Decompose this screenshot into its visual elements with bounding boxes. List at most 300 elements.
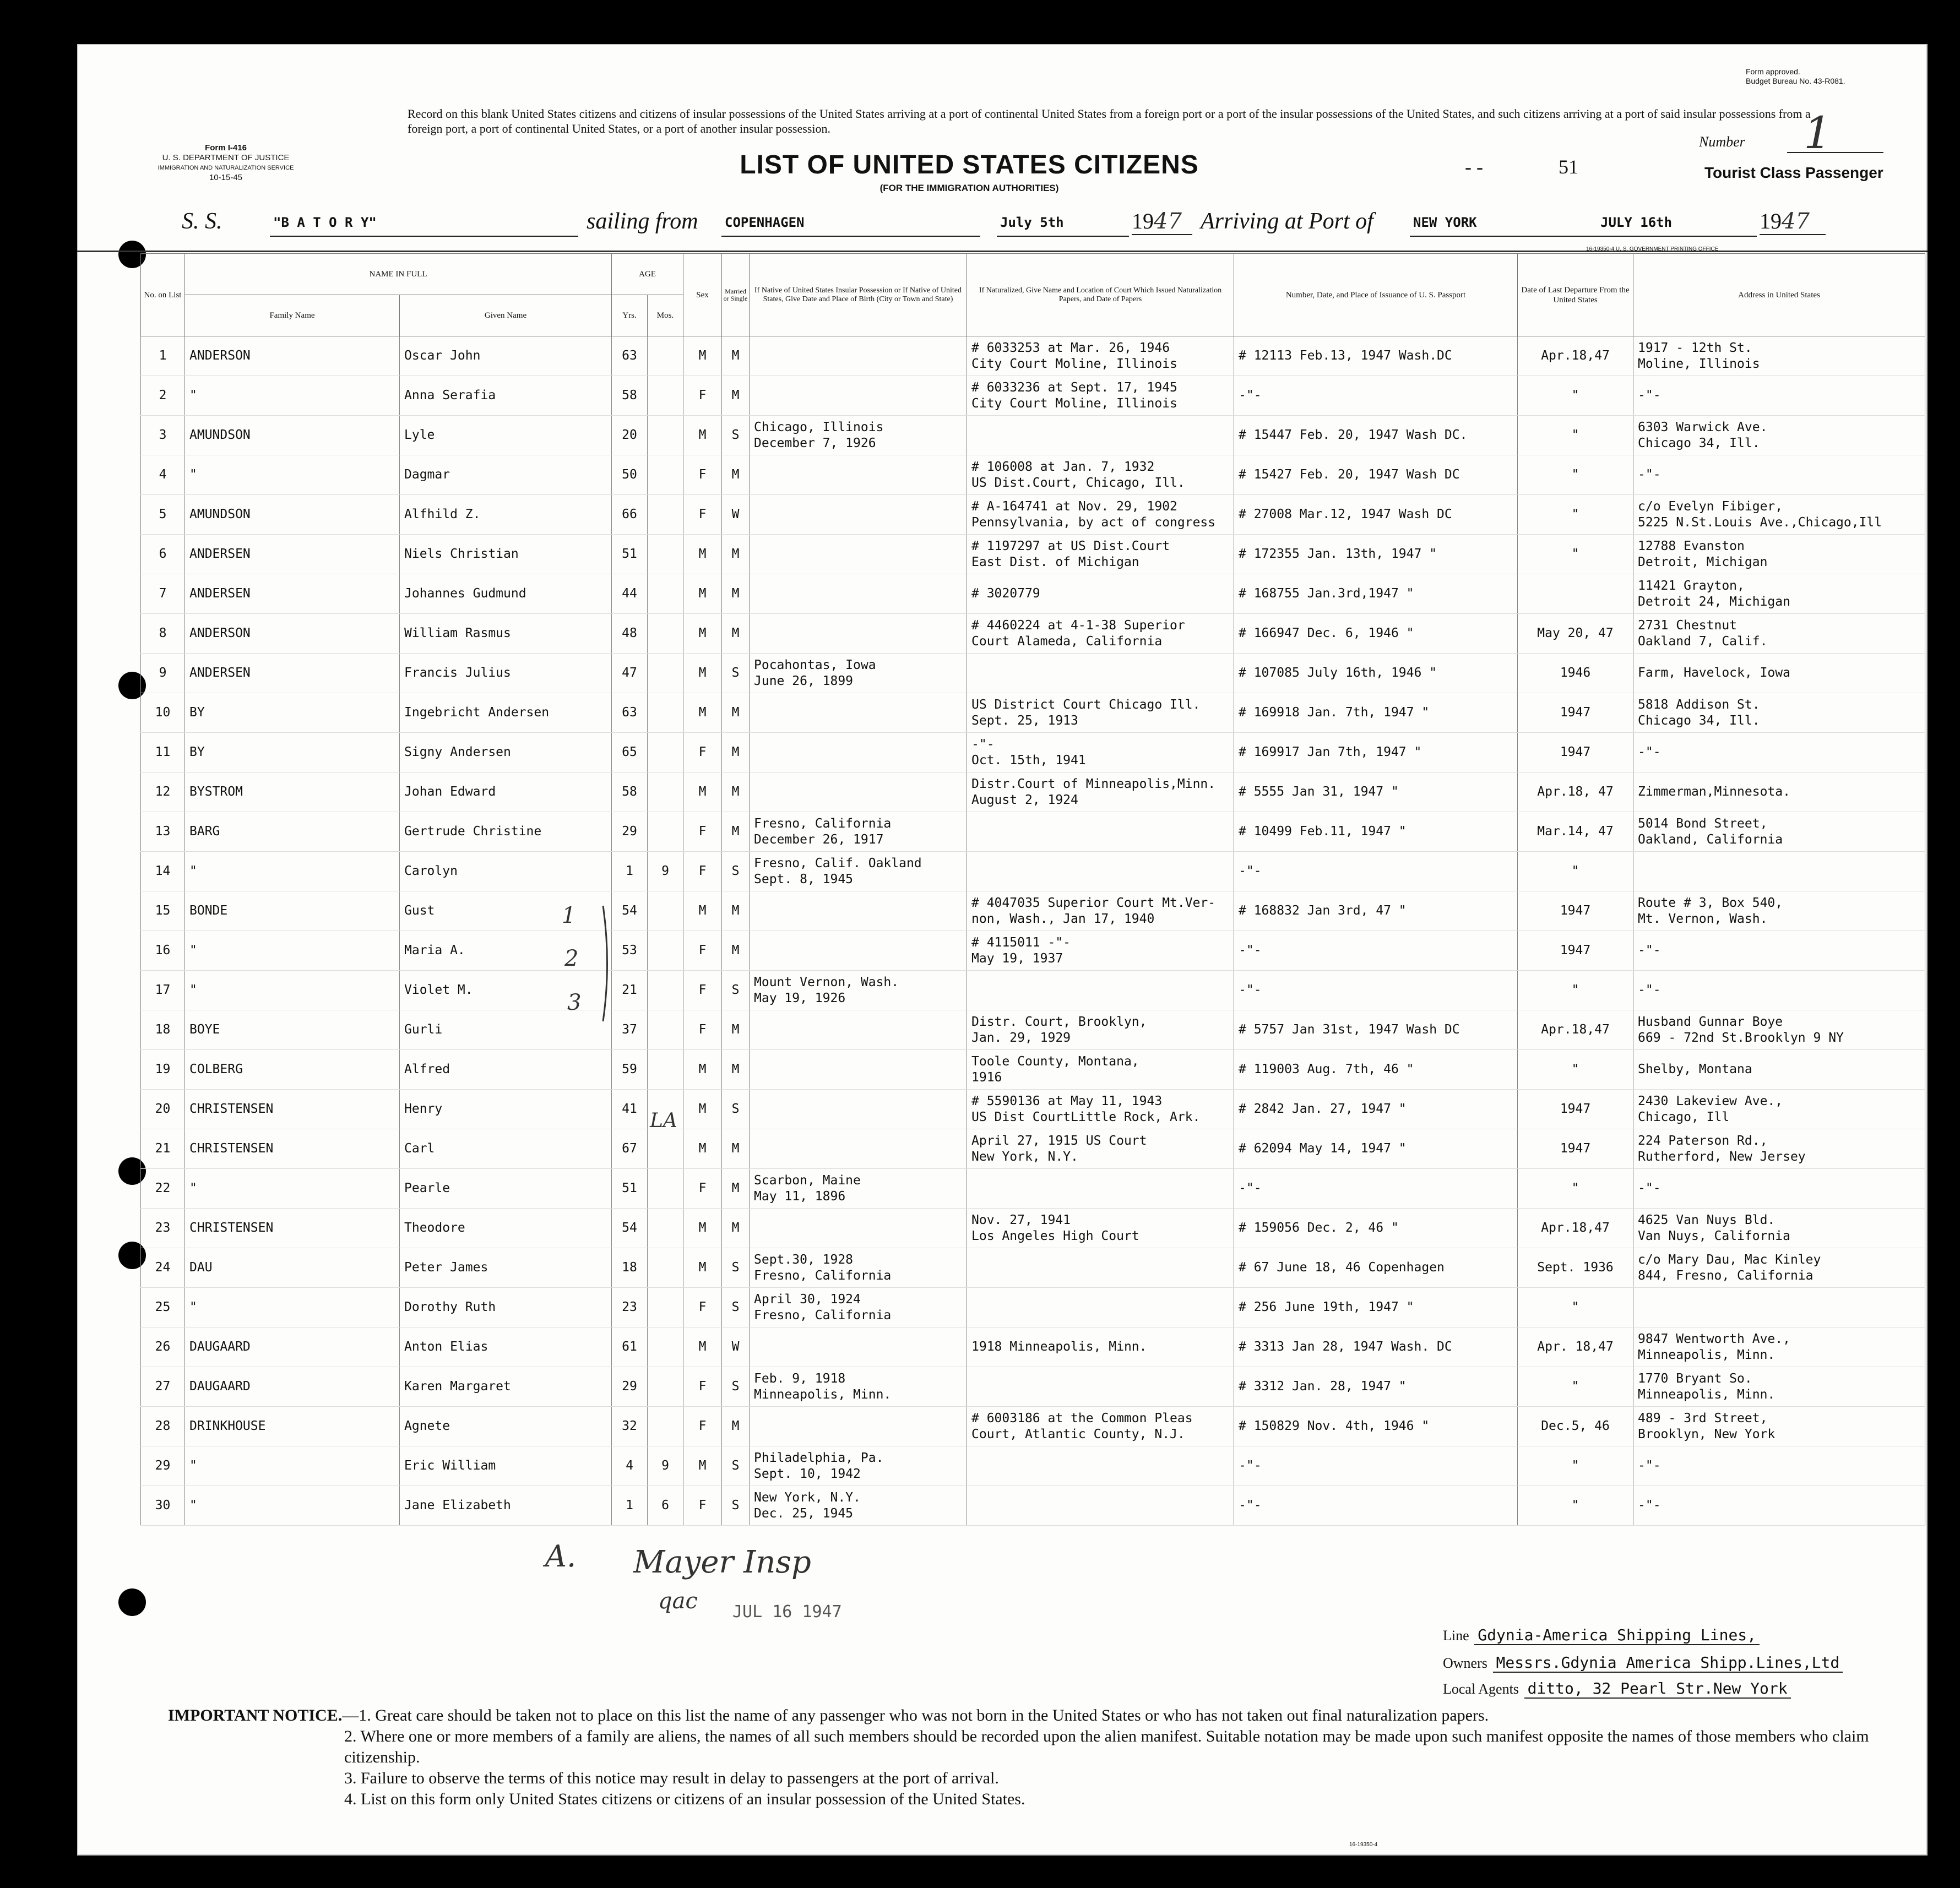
footer-code: 16-19350-4: [1349, 1842, 1378, 1848]
printing-office: 16-19350-4 U. S. GOVERNMENT PRINTING OFFICE: [1586, 246, 1719, 252]
age-months: [648, 931, 683, 971]
given-name: Niels Christian: [400, 535, 612, 574]
marital-status: M: [722, 772, 750, 812]
naturalization-info: # 4047035 Superior Court Mt.Ver- non, Wash., Jan 17, 1940: [967, 891, 1234, 931]
marital-status: S: [722, 1248, 750, 1288]
last-departure: Apr.18,47: [1518, 1010, 1633, 1050]
last-departure: ": [1518, 535, 1633, 574]
us-address: 6303 Warwick Ave. Chicago 34, Ill.: [1633, 416, 1925, 455]
us-address: 224 Paterson Rd., Rutherford, New Jersey: [1633, 1129, 1925, 1169]
age-months: [648, 574, 683, 614]
col-native: If Native of United States Insular Possession or If Native of United States, Give Date and Place of Birth (City or Town and State): [750, 254, 967, 336]
row-number: 14: [141, 852, 185, 891]
given-name: Henry: [400, 1090, 612, 1129]
row-number: 11: [141, 733, 185, 772]
sex: M: [683, 1209, 722, 1248]
birth-info: [750, 733, 967, 772]
age-months: [648, 733, 683, 772]
given-name: Johannes Gudmund: [400, 574, 612, 614]
us-address: -"-: [1633, 1169, 1925, 1209]
us-address: -"-: [1633, 971, 1925, 1010]
family-name: BYSTROM: [185, 772, 400, 812]
notice-text: —1. Great care should be taken not to place on this list the name of any passenger who was not born in the United States or who has not taken out final naturalization papers.: [342, 1706, 1489, 1724]
marital-status: M: [722, 574, 750, 614]
age-months: [648, 1407, 683, 1446]
age-years: 59: [612, 1050, 648, 1090]
us-address: Zimmerman,Minnesota.: [1633, 772, 1925, 812]
family-name: ": [185, 971, 400, 1010]
inspector-note: qac: [658, 1588, 698, 1614]
table-row: [141, 1010, 1925, 1050]
family-name: DAUGAARD: [185, 1367, 400, 1407]
family-name: ": [185, 931, 400, 971]
row-number: 1: [141, 336, 185, 376]
naturalization-info: # 5590136 at May 11, 1943 US Dist CourtLittle Rock, Ark.: [967, 1090, 1234, 1129]
given-name: Ingebricht Andersen: [400, 693, 612, 733]
family-name: BY: [185, 733, 400, 772]
family-name: ANDERSON: [185, 614, 400, 654]
table-row: [141, 693, 1925, 733]
passport-info: # 159056 Dec. 2, 46 ": [1234, 1209, 1518, 1248]
birth-info: [750, 574, 967, 614]
manifest-table: [140, 253, 1925, 1526]
year-prefix: 19: [1132, 209, 1154, 233]
age-years: 50: [612, 455, 648, 495]
age-years: 47: [612, 654, 648, 693]
family-name: COLBERG: [185, 1050, 400, 1090]
age-months: [648, 336, 683, 376]
us-address: 1770 Bryant So. Minneapolis, Minn.: [1633, 1367, 1925, 1407]
birth-info: Fresno, California December 26, 1917: [750, 812, 967, 852]
passport-info: # 12113 Feb.13, 1947 Wash.DC: [1234, 336, 1518, 376]
passport-info: -"-: [1234, 852, 1518, 891]
form-date: 10-15-45: [209, 173, 243, 182]
age-years: 58: [612, 772, 648, 812]
us-address: 1917 - 12th St. Moline, Illinois: [1633, 336, 1925, 376]
passport-info: # 15427 Feb. 20, 1947 Wash DC: [1234, 455, 1518, 495]
passport-info: # 27008 Mar.12, 1947 Wash DC: [1234, 495, 1518, 535]
page-title: LIST OF UNITED STATES CITIZENS: [740, 150, 1199, 179]
table-row: [141, 376, 1925, 416]
table-row: [141, 1050, 1925, 1090]
row-number: 12: [141, 772, 185, 812]
shipping-agents: [1443, 1679, 1791, 1697]
col-family-name: Family Name: [185, 295, 400, 336]
row-number: 21: [141, 1129, 185, 1169]
age-years: 32: [612, 1407, 648, 1446]
col-no: No. on List: [141, 254, 185, 336]
given-name: Eric William: [400, 1446, 612, 1486]
marital-status: M: [722, 931, 750, 971]
naturalization-info: [967, 654, 1234, 693]
marital-status: S: [722, 1367, 750, 1407]
last-departure: 1947: [1518, 693, 1633, 733]
last-departure: 1947: [1518, 891, 1633, 931]
birth-info: [750, 1050, 967, 1090]
passport-info: # 256 June 19th, 1947 ": [1234, 1288, 1518, 1327]
naturalization-info: [967, 1486, 1234, 1526]
budget-bureau-line: Budget Bureau No. 43-R081.: [1746, 77, 1845, 85]
age-years: 61: [612, 1327, 648, 1367]
row-number: 16: [141, 931, 185, 971]
row-number: 3: [141, 416, 185, 455]
passport-info: -"-: [1234, 1486, 1518, 1526]
year-suffix: 47: [1782, 209, 1810, 234]
family-name: CHRISTENSEN: [185, 1129, 400, 1169]
marital-status: W: [722, 495, 750, 535]
sex: F: [683, 971, 722, 1010]
age-months: 9: [648, 1446, 683, 1486]
table-row: [141, 1486, 1925, 1526]
passport-info: -"-: [1234, 1169, 1518, 1209]
passport-info: # 3313 Jan 28, 1947 Wash. DC: [1234, 1327, 1518, 1367]
table-row: [141, 654, 1925, 693]
form-approval: [1746, 67, 1900, 86]
col-age: AGE: [612, 254, 683, 295]
given-name: Gust: [400, 891, 612, 931]
arrival-year: [1760, 208, 1826, 235]
given-name: Johan Edward: [400, 772, 612, 812]
row-number: 17: [141, 971, 185, 1010]
family-name: DAU: [185, 1248, 400, 1288]
us-address: 12788 Evanston Detroit, Michigan: [1633, 535, 1925, 574]
sex: M: [683, 1090, 722, 1129]
given-name: Violet M.: [400, 971, 612, 1010]
marital-status: M: [722, 455, 750, 495]
inspection-date-stamp: JUL 16 1947: [732, 1602, 842, 1622]
marital-status: M: [722, 1129, 750, 1169]
inspector-signature: Mayer Insp: [633, 1544, 811, 1580]
sex: M: [683, 693, 722, 733]
row-number: 7: [141, 574, 185, 614]
naturalization-info: # 6003186 at the Common Pleas Court, Atlantic County, N.J.: [967, 1407, 1234, 1446]
last-departure: Apr.18,47: [1518, 1209, 1633, 1248]
list-number: 1: [1804, 107, 1832, 159]
age-years: 67: [612, 1129, 648, 1169]
family-name: ANDERSEN: [185, 535, 400, 574]
col-passport: Number, Date, and Place of Issuance of U. S. Passport: [1234, 254, 1518, 336]
birth-info: Mount Vernon, Wash. May 19, 1926: [750, 971, 967, 1010]
sex: F: [683, 1288, 722, 1327]
table-row: [141, 772, 1925, 812]
birth-info: Philadelphia, Pa. Sept. 10, 1942: [750, 1446, 967, 1486]
passport-info: -"-: [1234, 971, 1518, 1010]
last-departure: [1518, 574, 1633, 614]
marital-status: M: [722, 535, 750, 574]
table-row: [141, 1209, 1925, 1248]
row-number: 15: [141, 891, 185, 931]
sex: M: [683, 654, 722, 693]
age-years: 66: [612, 495, 648, 535]
margin-note: 1: [562, 903, 576, 928]
number-underline: [1787, 152, 1883, 153]
naturalization-info: [967, 1169, 1234, 1209]
margin-note: 2: [564, 946, 579, 971]
sex: F: [683, 1010, 722, 1050]
agents-value: ditto, 32 Pearl Str.New York: [1524, 1679, 1791, 1699]
naturalization-info: [967, 1288, 1234, 1327]
table-row: [141, 1367, 1925, 1407]
table-row: [141, 1327, 1925, 1367]
birth-info: [750, 891, 967, 931]
age-months: [648, 1367, 683, 1407]
us-address: c/o Evelyn Fibiger, 5225 N.St.Louis Ave.,Chicago,Ill: [1633, 495, 1925, 535]
family-name: BOYE: [185, 1010, 400, 1050]
last-departure: ": [1518, 1169, 1633, 1209]
row-number: 20: [141, 1090, 185, 1129]
marital-status: M: [722, 693, 750, 733]
last-departure: Mar.14, 47: [1518, 812, 1633, 852]
given-name: Jane Elizabeth: [400, 1486, 612, 1526]
family-name: ": [185, 455, 400, 495]
birth-info: Fresno, Calif. Oakland Sept. 8, 1945: [750, 852, 967, 891]
row-number: 23: [141, 1209, 185, 1248]
inspector-initial: A.: [545, 1539, 577, 1574]
us-address: Husband Gunnar Boye 669 - 72nd St.Brooklyn 9 NY: [1633, 1010, 1925, 1050]
sex: M: [683, 416, 722, 455]
age-months: [648, 495, 683, 535]
birth-info: [750, 336, 967, 376]
given-name: Lyle: [400, 416, 612, 455]
marital-status: M: [722, 1010, 750, 1050]
last-departure: Apr. 18,47: [1518, 1327, 1633, 1367]
family-name: BY: [185, 693, 400, 733]
age-months: [648, 1288, 683, 1327]
sex: M: [683, 574, 722, 614]
bracket-mark: [600, 903, 617, 1024]
table-row: [141, 614, 1925, 654]
sex: M: [683, 1050, 722, 1090]
marital-status: W: [722, 1327, 750, 1367]
birth-info: [750, 1209, 967, 1248]
passport-info: # 107085 July 16th, 1946 ": [1234, 654, 1518, 693]
notice-item-1: [168, 1705, 1875, 1726]
last-departure: ": [1518, 1486, 1633, 1526]
table-row: [141, 535, 1925, 574]
row-number: 8: [141, 614, 185, 654]
family-name: ": [185, 1486, 400, 1526]
naturalization-info: # 4115011 -"- May 19, 1937: [967, 931, 1234, 971]
table-row: [141, 1129, 1925, 1169]
row-number: 10: [141, 693, 185, 733]
family-name: ": [185, 852, 400, 891]
naturalization-info: Distr.Court of Minneapolis,Minn. August 2, 1924: [967, 772, 1234, 812]
row-number: 26: [141, 1327, 185, 1367]
passport-info: # 2842 Jan. 27, 1947 ": [1234, 1090, 1518, 1129]
row-number: 28: [141, 1407, 185, 1446]
us-address: 2430 Lakeview Ave., Chicago, Ill: [1633, 1090, 1925, 1129]
col-last-departure: Date of Last Departure From the United States: [1518, 254, 1633, 336]
marital-status: M: [722, 1169, 750, 1209]
passport-info: # 15447 Feb. 20, 1947 Wash DC.: [1234, 416, 1518, 455]
last-departure: ": [1518, 1446, 1633, 1486]
marital-status: M: [722, 733, 750, 772]
last-departure: ": [1518, 1050, 1633, 1090]
last-departure: ": [1518, 495, 1633, 535]
binder-hole: [118, 1588, 146, 1616]
age-years: 53: [612, 931, 648, 971]
last-departure: Sept. 1936: [1518, 1248, 1633, 1288]
age-years: 63: [612, 336, 648, 376]
family-name: BONDE: [185, 891, 400, 931]
family-name: ": [185, 1288, 400, 1327]
row-number: 2: [141, 376, 185, 416]
age-months: [648, 772, 683, 812]
naturalization-info: # 1197297 at US Dist.Court East Dist. of Michigan: [967, 535, 1234, 574]
age-years: 23: [612, 1288, 648, 1327]
age-years: 20: [612, 416, 648, 455]
passport-info: # 119003 Aug. 7th, 46 ": [1234, 1050, 1518, 1090]
last-departure: ": [1518, 455, 1633, 495]
port-of-arrival: NEW YORK: [1410, 215, 1597, 237]
table-row: [141, 733, 1925, 772]
notice-item-3: 3. Failure to observe the terms of this notice may result in delay to passengers at the port of arrival.: [344, 1769, 999, 1787]
us-address: 11421 Grayton, Detroit 24, Michigan: [1633, 574, 1925, 614]
sex: F: [683, 852, 722, 891]
table-row: [141, 931, 1925, 971]
family-name: ANDERSEN: [185, 574, 400, 614]
sex: F: [683, 931, 722, 971]
marital-status: S: [722, 1446, 750, 1486]
given-name: Anton Elias: [400, 1327, 612, 1367]
row-number: 30: [141, 1486, 185, 1526]
sex: F: [683, 1486, 722, 1526]
given-name: Carl: [400, 1129, 612, 1169]
us-address: -"-: [1633, 455, 1925, 495]
table-row: [141, 416, 1925, 455]
given-name: Gurli: [400, 1010, 612, 1050]
naturalization-info: Toole County, Montana, 1916: [967, 1050, 1234, 1090]
age-months: [648, 1248, 683, 1288]
given-name: Gertrude Christine: [400, 812, 612, 852]
age-months: [648, 1010, 683, 1050]
departure-date: July 5th: [997, 215, 1129, 237]
shipping-owners: [1443, 1653, 1843, 1672]
naturalization-info: [967, 812, 1234, 852]
naturalization-info: [967, 1367, 1234, 1407]
agents-label: Local Agents: [1443, 1681, 1519, 1697]
table-row: [141, 1090, 1925, 1129]
given-name: Signy Andersen: [400, 733, 612, 772]
table-row: [141, 852, 1925, 891]
birth-info: Sept.30, 1928 Fresno, California: [750, 1248, 967, 1288]
last-departure: 1947: [1518, 733, 1633, 772]
naturalization-info: # 3020779: [967, 574, 1234, 614]
age-months: [648, 971, 683, 1010]
birth-info: Pocahontas, Iowa June 26, 1899: [750, 654, 967, 693]
birth-info: [750, 455, 967, 495]
age-months: [648, 455, 683, 495]
passport-info: # 5555 Jan 31, 1947 ": [1234, 772, 1518, 812]
col-yrs: Yrs.: [612, 295, 648, 336]
row-number: 29: [141, 1446, 185, 1486]
marital-status: S: [722, 1288, 750, 1327]
age-months: [648, 891, 683, 931]
row-number: 4: [141, 455, 185, 495]
marital-status: S: [722, 971, 750, 1010]
age-years: 1: [612, 1486, 648, 1526]
record-instructions: Record on this blank United States citizens and citizens of insular possessions of the United States arriving at a port of continental United States from a foreign port or a port of the insular possessions of the United States, and such citizens arriving at a port of said insular possessions from a foreign port, a port of continental United States, or a port of another insular possession.: [408, 107, 1811, 135]
sex: M: [683, 336, 722, 376]
family-name: ": [185, 376, 400, 416]
table-row: [141, 574, 1925, 614]
naturalization-info: Distr. Court, Brooklyn, Jan. 29, 1929: [967, 1010, 1234, 1050]
manifest-rows: [141, 336, 1925, 1526]
age-years: 41: [612, 1090, 648, 1129]
naturalization-info: April 27, 1915 US Court New York, N.Y.: [967, 1129, 1234, 1169]
birth-info: [750, 1407, 967, 1446]
age-months: [648, 1050, 683, 1090]
naturalization-info: 1918 Minneapolis, Minn.: [967, 1327, 1234, 1367]
col-married-single: Married or Single: [722, 254, 750, 336]
age-years: 54: [612, 1209, 648, 1248]
row-number: 19: [141, 1050, 185, 1090]
sex: F: [683, 455, 722, 495]
year-prefix: 19: [1760, 209, 1782, 233]
row-number: 13: [141, 812, 185, 852]
us-address: -"-: [1633, 931, 1925, 971]
passenger-class: Tourist Class Passenger: [1704, 164, 1883, 181]
sex: M: [683, 614, 722, 654]
given-name: Francis Julius: [400, 654, 612, 693]
sex: M: [683, 535, 722, 574]
age-months: [648, 416, 683, 455]
naturalization-info: # 6033253 at Mar. 26, 1946 City Court Moline, Illinois: [967, 336, 1234, 376]
col-name-in-full: NAME IN FULL: [185, 254, 612, 295]
marital-status: M: [722, 891, 750, 931]
us-address: -"-: [1633, 1446, 1925, 1486]
given-name: Carolyn: [400, 852, 612, 891]
marital-status: S: [722, 1090, 750, 1129]
us-address: -"-: [1633, 376, 1925, 416]
row-number: 6: [141, 535, 185, 574]
us-address: Farm, Havelock, Iowa: [1633, 654, 1925, 693]
family-name: CHRISTENSEN: [185, 1090, 400, 1129]
last-departure: 1947: [1518, 1129, 1633, 1169]
family-name: BARG: [185, 812, 400, 852]
us-address: 9847 Wentworth Ave., Minneapolis, Minn.: [1633, 1327, 1925, 1367]
last-departure: ": [1518, 852, 1633, 891]
passport-info: # 67 June 18, 46 Copenhagen: [1234, 1248, 1518, 1288]
marital-status: M: [722, 336, 750, 376]
shipping-line: [1443, 1626, 1760, 1644]
given-name: Dagmar: [400, 455, 612, 495]
last-departure: 1947: [1518, 1090, 1633, 1129]
stamp-dots: - -: [1465, 156, 1483, 178]
sex: F: [683, 1407, 722, 1446]
naturalization-info: -"- Oct. 15th, 1941: [967, 733, 1234, 772]
sailing-label: sailing from: [587, 209, 698, 234]
age-years: 51: [612, 1169, 648, 1209]
age-months: [648, 1327, 683, 1367]
row-number: 24: [141, 1248, 185, 1288]
age-years: 58: [612, 376, 648, 416]
age-years: 51: [612, 535, 648, 574]
table-row: [141, 971, 1925, 1010]
marital-status: S: [722, 852, 750, 891]
marital-status: S: [722, 1486, 750, 1526]
passport-info: # 5757 Jan 31st, 1947 Wash DC: [1234, 1010, 1518, 1050]
given-name: Peter James: [400, 1248, 612, 1288]
passport-info: # 168755 Jan.3rd,1947 ": [1234, 574, 1518, 614]
birth-info: [750, 1090, 967, 1129]
given-name: Alfhild Z.: [400, 495, 612, 535]
passport-info: -"-: [1234, 376, 1518, 416]
naturalization-info: [967, 1248, 1234, 1288]
sex: M: [683, 1446, 722, 1486]
year-suffix: 47: [1154, 209, 1182, 234]
family-name: ": [185, 1446, 400, 1486]
